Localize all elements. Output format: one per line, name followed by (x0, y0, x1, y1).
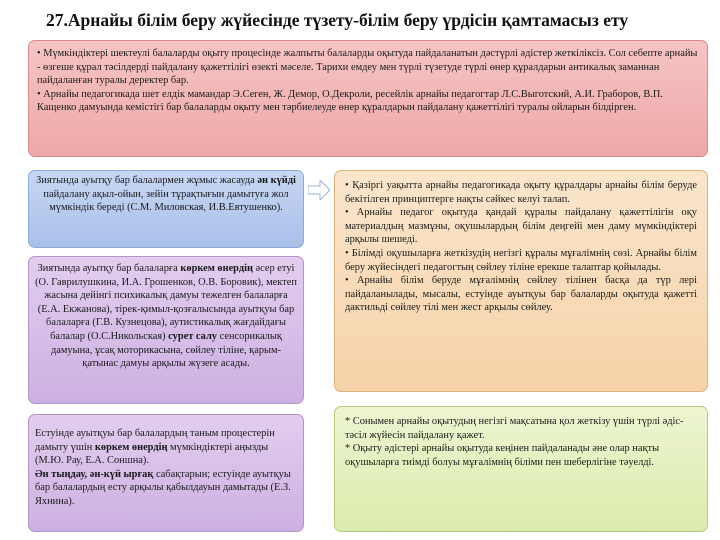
conclusion-paragraph-2: * Оқыту әдістері арнайы оқытуда кеңінен пайдаланады әне олар нақты оқушыларға тиімді болуы мұғалімнің біліми пен шеберлігіне тәуелді. (345, 443, 660, 468)
art-text-3: сенсорикалық дамуына, ұсақ моторикасына, сөйлеу тіліне, қарым-қатынас дамуы арқылы жүзеге асады. (50, 330, 282, 370)
music-emphasis: ән күйді (257, 175, 296, 186)
conclusion-box (334, 406, 708, 532)
art-text-1: Зиятында ауытқу бар балаларға (37, 263, 181, 274)
teaching-paragraph-1: • Қазіргі уақытта арнайы педагогикада оқыту құралдары арнайы білім беруде бекітілген принциптерге нақты сәйкес келуі талап. (345, 180, 697, 205)
art-emphasis-2: сурет салу (168, 330, 217, 342)
music-box (28, 170, 304, 248)
teaching-paragraph-2: • Арнайы педагог оқытуда қандай құралы пайдалану қажеттілігін оқу материалдың мазмұны, оқушылардың білім деңгейі мен даму мүмкіндіктері арқылы шешеді. (345, 207, 697, 246)
music-text-1: Зиятында ауытқу бар балалармен жұмыс жасауда (36, 175, 255, 186)
hearing-text-1: Естуінде ауытқуы бар балалардың таным процестерін дамыту үшін (35, 428, 275, 453)
hearing-text-2: мүмкіндіктері аңызды (М.Ю. Рау, Е.А. Соншна). (35, 441, 269, 467)
hearing-text-3: сабақтарын; естуінде ауытқуы бар балалардың есту арқылы қабылдауын дамытады (Е.З. Яхнина). (35, 468, 291, 507)
page-title: 27.Арнайы білім беру жүйесінде түзету-білім беру үрдісін қамтамасыз ету (46, 10, 629, 30)
teaching-paragraph-3: • Білімді оқушыларға жеткізудің негізгі құралы мұғалімнің сөзі. Арнайы білім беру жүйесіндегі педагогтың сөйлеу тіліне ерекше талаптар қойылады. (345, 247, 697, 273)
hearing-emphasis-2: Ән тыңдау, ән-күй ырғақ (35, 468, 154, 480)
intro-box (28, 40, 708, 157)
hearing-emphasis-1: көркем өнердің (94, 441, 168, 453)
music-text-2: пайдалану ақыл-ойын, зейін тұрақтығын дамытуға жол мүмкіндік береді (С.М. Миловская, И.В.Евтушенко). (43, 188, 289, 214)
teaching-means-box (334, 170, 708, 392)
art-box (28, 256, 304, 404)
arrow-right-icon (308, 180, 330, 200)
art-text-2: әсер етуі (О. Гаврилушкина, И.А. Грошенков, О.В. Боровик), мектеп жасына дейінгі психикалық дамуы тежелген балаларға (Е.А. Екжанова), тірек-қимыл-қозғалысында ауытқуы бар балаларға (Г.В. Кузнецова), аутистикалық жағдайдағы балалар (О.С.Никольская) (35, 263, 297, 342)
art-emphasis-1: көркем өнердің (180, 263, 253, 274)
conclusion-paragraph-1: * Сонымен арнайы оқытудың негізгі мақсатына қол жеткізу үшін түрлі әдіс-тәсіл жүйесін пайдалану қажет. (345, 416, 684, 441)
intro-paragraph-1: • Мүмкіндіктері шектеулі балаларды оқыту процесінде жалпыты балаларды оқытуда пайдаланатын дәстүрлі әдістер жеткіліксіз. Сол себепте арнайы - өзгеше құрал тәсілдерді пайдалану қажеттілігі өзекті мәселе. Тарихи емдеу мен түрлі түзетуде түрлі өнер құралдарын антикалық заманнан пайдаланған туралы деректер бар. (37, 48, 698, 87)
intro-paragraph-2: • Арнайы педагогикада шет елдік мамандар Э.Сеген, Ж. Демор, О.Декроли, ресейлік арнайы педагогтар Л.С.Выготский, А.И. Граборов, В.П. Кащенко дамуында кемістігі бар балаларды оқыту мен тәрбиелеуде өнер құралдарын пайдалану қажеттілігі туралы ойларын білдірген. (37, 88, 663, 114)
teaching-paragraph-4: • Арнайы білім беруде мұғалімнің сөйлеу тілінен басқа да түр лері пайдаланылады, мысалы, естуінде ауытқуы бар балаларды оқытуда қажетті дактильді сөйлеу тілі мен жест арқылы сөйлеу. (345, 275, 697, 314)
hearing-box (28, 414, 304, 532)
